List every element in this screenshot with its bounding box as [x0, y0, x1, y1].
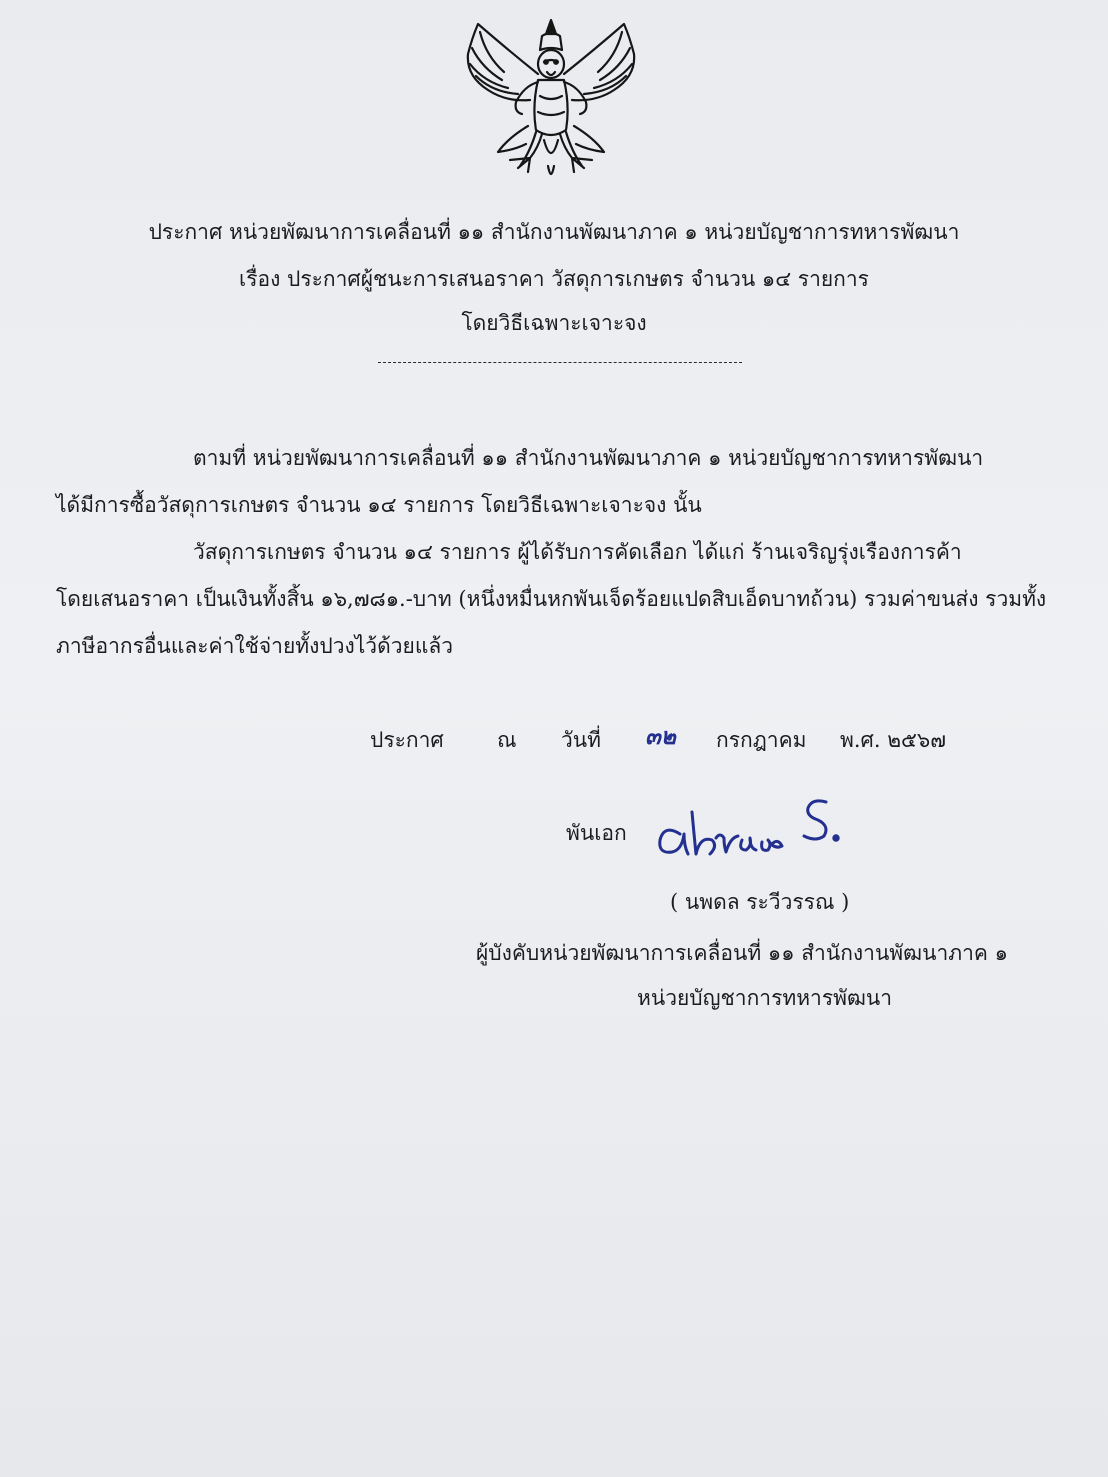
- title-line-1: ประกาศ หน่วยพัฒนาการเคลื่อนที่ ๑๑ สำนักงานพัฒนาภาค ๑ หน่วยบัญชาการทหารพัฒนา: [148, 220, 960, 244]
- handwritten-signature: [654, 794, 844, 874]
- date-year: พ.ศ. ๒๕๖๗: [840, 728, 947, 752]
- paragraph-1-line-2: ได้มีการซื้อวัสดุการเกษตร จำนวน ๑๔ รายการ โดยวิธีเฉพาะเจาะจง นั้น: [56, 493, 702, 517]
- title-line-2: เรื่อง ประกาศผู้ชนะการเสนอราคา วัสดุการเกษตร จำนวน ๑๔ รายการ: [239, 267, 869, 291]
- date-month: กรกฎาคม: [716, 728, 807, 752]
- signer-position-line-2: หน่วยบัญชาการทหารพัฒนา: [637, 986, 893, 1010]
- title-divider: [378, 362, 742, 363]
- title-line-3: โดยวิธีเฉพาะเจาะจง: [461, 311, 647, 335]
- paragraph-2-line-2: โดยเสนอราคา เป็นเงินทั้งสิ้น ๑๖,๗๘๑.-บาท (หนึ่งหมื่นหกพันเจ็ดร้อยแปดสิบเอ็ดบาทถ้วน) รวมค่าขนส่ง รวมทั้ง: [56, 587, 1047, 611]
- date-at-label: ณ: [497, 728, 517, 752]
- garuda-emblem-icon: [458, 16, 644, 188]
- date-day-value: ๓๒: [645, 724, 676, 750]
- paragraph-2-line-3: ภาษีอากรอื่นและค่าใช้จ่ายทั้งปวงไว้ด้วยแล้ว: [56, 634, 454, 658]
- signer-position-line-1: ผู้บังคับหน่วยพัฒนาการเคลื่อนที่ ๑๑ สำนักงานพัฒนาภาค ๑: [476, 941, 1008, 965]
- date-day-label: วันที่: [561, 728, 601, 752]
- signer-rank: พันเอก: [566, 821, 627, 845]
- date-announce-label: ประกาศ: [370, 728, 444, 752]
- paragraph-1-line-1: ตามที่ หน่วยพัฒนาการเคลื่อนที่ ๑๑ สำนักงานพัฒนาภาค ๑ หน่วยบัญชาการทหารพัฒนา: [193, 446, 984, 470]
- paragraph-2-line-1: วัสดุการเกษตร จำนวน ๑๔ รายการ ผู้ได้รับการคัดเลือก ได้แก่ ร้านเจริญรุ่งเรืองการค้า: [193, 540, 962, 564]
- signer-name: ( นพดล ระวีวรรณ ): [670, 890, 850, 914]
